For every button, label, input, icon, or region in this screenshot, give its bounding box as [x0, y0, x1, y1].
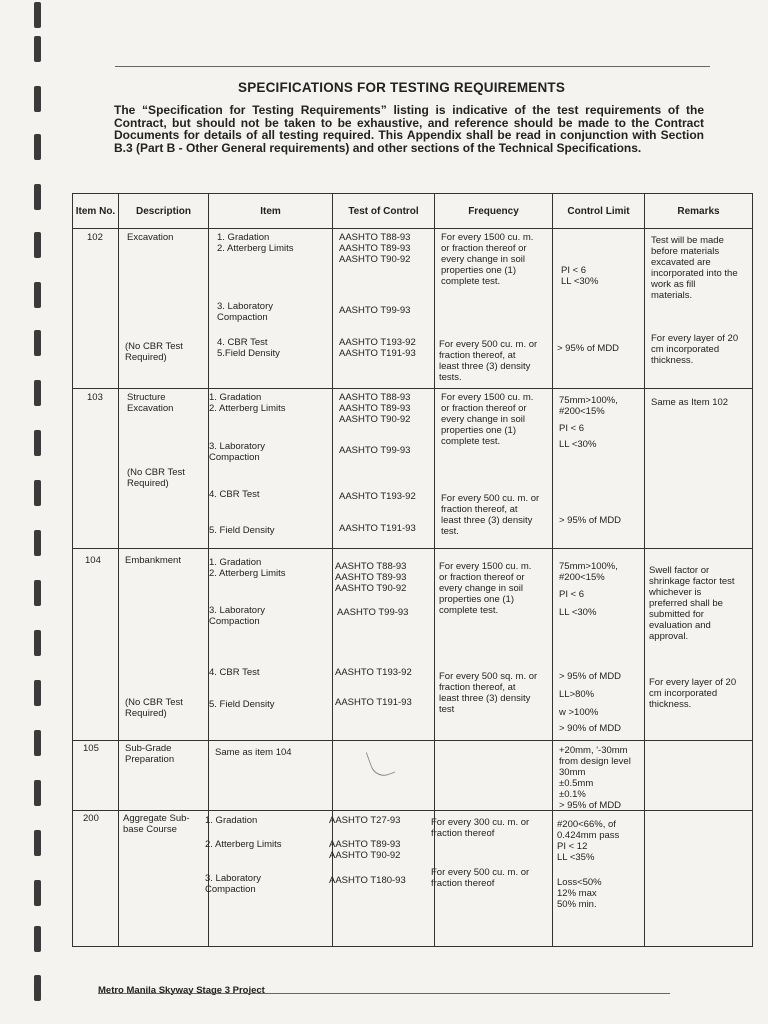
row-200-test-2: AASHTO T89-93 AASHTO T90-92 — [329, 839, 401, 861]
row-104-test-3: AASHTO T193-92 — [335, 667, 412, 678]
row-102-test-1: AASHTO T88-93 AASHTO T89-93 AASHTO T90-92 — [339, 232, 411, 265]
row-200-limit-2: Loss<50% 12% max 50% min. — [557, 877, 602, 910]
row-104-limit-2: PI < 6 — [559, 589, 585, 600]
row-104-items-2: 3. Laboratory Compaction — [209, 605, 265, 627]
row-105-no: 105 — [83, 743, 99, 754]
row-102-items-2: 3. Laboratory Compaction — [217, 301, 273, 323]
row-104-limit-3: LL <30% — [559, 607, 597, 618]
row-104-no: 104 — [85, 555, 101, 566]
row-103-limit-3: LL <30% — [559, 439, 597, 450]
row-104-freq-1: For every 1500 cu. m. or fraction thereof or every change in soil properties one (1) complete test. — [439, 561, 532, 616]
row-102-no: 102 — [87, 232, 103, 243]
row-103-desc: Structure Excavation — [127, 392, 174, 414]
row-104-items-3: 4. CBR Test — [209, 667, 260, 678]
row-103-remarks: Same as Item 102 — [651, 397, 729, 408]
row-102-desc-note: (No CBR Test Required) — [125, 341, 183, 363]
header-frequency: Frequency — [435, 194, 553, 229]
row-102-desc: Excavation — [127, 232, 174, 243]
row-102-test-2: AASHTO T99-93 — [339, 305, 411, 316]
header-test-of-control: Test of Control — [333, 194, 435, 229]
row-103-limit-1: 75mm>100%, #200<15% — [559, 395, 618, 417]
header-item-no: Item No. — [73, 194, 119, 229]
table-row — [73, 741, 753, 811]
row-105-limit: +20mm, '-30mm from design level 30mm ±0.5mm ±0.1% > 95% of MDD — [559, 745, 631, 811]
table-row — [73, 229, 753, 389]
table-header-row — [73, 194, 753, 229]
row-103-desc-note: (No CBR Test Required) — [127, 467, 185, 489]
testing-requirements-table — [72, 193, 753, 947]
row-104-remarks-2: For every layer of 20 cm incorporated thickness. — [649, 677, 737, 710]
row-103-limit-4: > 95% of MDD — [559, 515, 622, 526]
row-104-desc: Embankment — [125, 555, 181, 566]
row-103-freq-1: For every 1500 cu. m. or fraction thereof or every change in soil properties one (1) complete test. — [441, 392, 534, 447]
row-102-remarks-1: Test will be made before materials excavated are incorporated into the work as fill materials. — [651, 235, 738, 301]
intro-paragraph: The “Specification for Testing Requirements” listing is indicative of the test requirements of the Contract, but should not be taken to be exhaustive, and reference should be made to the Contract Documents for details of all testing required. This Appendix shall be read in conjunction with Section B.3 (Part B - Other General requirements) and other sections of the Technical Specifications. — [114, 103, 704, 155]
row-102-limit-2: > 95% of MDD — [557, 343, 620, 354]
row-200-test-1: AASHTO T27-93 — [329, 815, 401, 826]
row-103-test-3: AASHTO T193-92 — [339, 491, 416, 502]
row-104-desc-note: (No CBR Test Required) — [125, 697, 183, 719]
table-row — [73, 389, 753, 549]
row-200-desc: Aggregate Sub- base Course — [123, 813, 190, 835]
row-105-desc: Sub-Grade Preparation — [125, 743, 175, 765]
row-104-remarks-1: Swell factor or shrinkage factor test whichever is preferred shall be submitted for evaluation and approval. — [649, 565, 735, 642]
row-200-freq-1: For every 300 cu. m. or fraction thereof — [431, 817, 530, 839]
row-103-items-1: 1. Gradation 2. Atterberg Limits — [209, 392, 286, 414]
row-200-limit-1: #200<66%, of 0.424mm pass PI < 12 LL <35% — [557, 819, 620, 863]
row-103-test-4: AASHTO T191-93 — [339, 523, 416, 534]
row-103-test-1: AASHTO T88-93 AASHTO T89-93 AASHTO T90-92 — [339, 392, 411, 425]
row-102-remarks-2: For every layer of 20 cm incorporated thickness. — [651, 333, 739, 366]
header-description: Description — [119, 194, 209, 229]
header-item: Item — [209, 194, 333, 229]
row-102-freq-2: For every 500 cu. m. or fraction thereof, at least three (3) density tests. — [439, 339, 538, 383]
row-103-freq-2: For every 500 cu. m. or fraction thereof, at least three (3) density test. — [441, 493, 540, 537]
row-104-items-4: 5. Field Density — [209, 699, 275, 710]
row-102-freq-1: For every 1500 cu. m. or fraction thereof or every change in soil properties one (1) complete test. — [441, 232, 534, 287]
row-104-test-1: AASHTO T88-93 AASHTO T89-93 AASHTO T90-92 — [335, 561, 407, 594]
header-control-limit: Control Limit — [553, 194, 645, 229]
row-103-test-2: AASHTO T99-93 — [339, 445, 411, 456]
row-104-freq-2: For every 500 sq. m. or fraction thereof, at least three (3) density test — [439, 671, 538, 715]
row-104-limit-6: w >100% — [559, 707, 599, 718]
row-103-items-3: 4. CBR Test — [209, 489, 260, 500]
page-footer: Metro Manila Skyway Stage 3 Project — [98, 985, 265, 996]
row-103-limit-2: PI < 6 — [559, 423, 585, 434]
row-200-items-3: 3. Laboratory Compaction — [205, 873, 261, 895]
row-104-limit-1: 75mm>100%, #200<15% — [559, 561, 618, 583]
row-103-items-2: 3. Laboratory Compaction — [209, 441, 265, 463]
row-200-items-2: 2. Atterberg Limits — [205, 839, 282, 850]
row-102-items-1: 1. Gradation 2. Atterberg Limits — [217, 232, 294, 254]
row-200-items-1: 1. Gradation — [205, 815, 258, 826]
row-102-test-3: AASHTO T193-92 AASHTO T191-93 — [339, 337, 416, 359]
row-105-items: Same as item 104 — [215, 747, 292, 758]
table-row — [73, 549, 753, 741]
row-200-test-3: AASHTO T180-93 — [329, 875, 406, 886]
table-row — [73, 811, 753, 947]
row-104-test-2: AASHTO T99-93 — [337, 607, 409, 618]
row-102-items-3: 4. CBR Test 5.Field Density — [217, 337, 280, 359]
row-200-freq-2: For every 500 cu. m. or fraction thereof — [431, 867, 530, 889]
row-104-test-4: AASHTO T191-93 — [335, 697, 412, 708]
row-104-limit-5: LL>80% — [559, 689, 595, 700]
spiral-binding — [12, 0, 42, 1024]
row-104-limit-4: > 95% of MDD — [559, 671, 622, 682]
header-remarks: Remarks — [645, 194, 753, 229]
row-102-limit-1: PI < 6 LL <30% — [561, 265, 599, 287]
row-104-items-1: 1. Gradation 2. Atterberg Limits — [209, 557, 286, 579]
row-103-no: 103 — [87, 392, 103, 403]
row-103-items-4: 5. Field Density — [209, 525, 275, 536]
header-rule — [115, 66, 710, 67]
row-104-limit-7: > 90% of MDD — [559, 723, 622, 734]
row-200-no: 200 — [83, 813, 99, 824]
page-title: SPECIFICATIONS FOR TESTING REQUIREMENTS — [238, 80, 566, 95]
footer-rule — [98, 993, 670, 994]
